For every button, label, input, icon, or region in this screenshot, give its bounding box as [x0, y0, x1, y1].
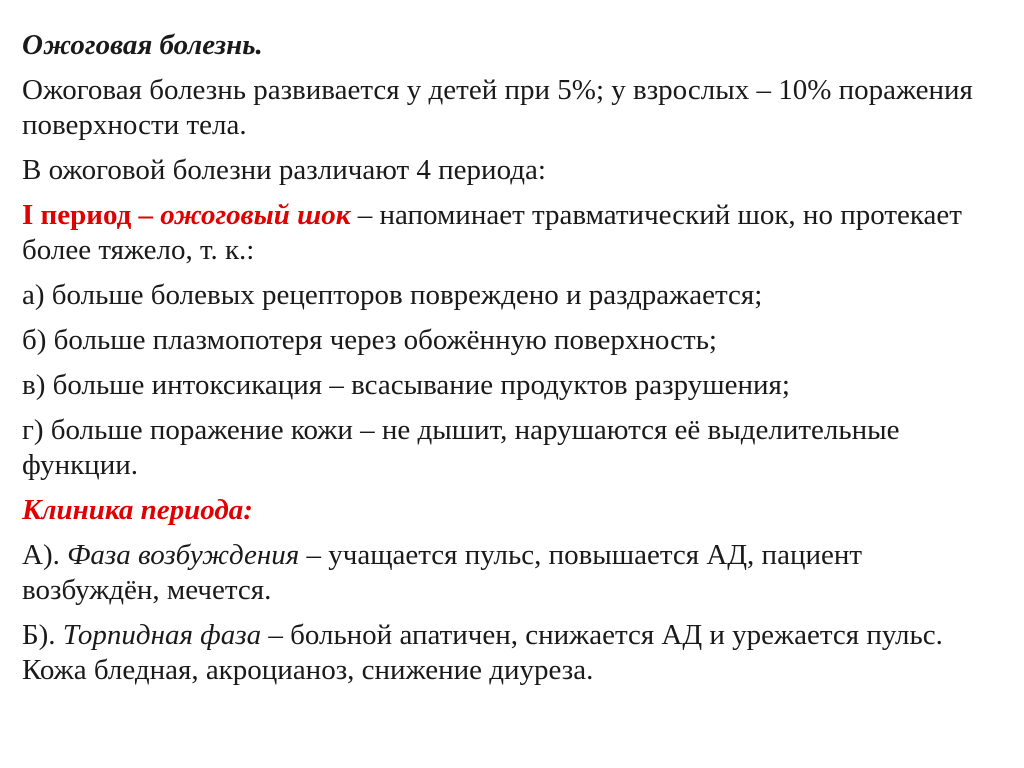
reason-item-b: б) больше плазмопотеря через обожённую поверхность;: [22, 324, 717, 356]
period-one-description: – напоминает травматический шок, но протекает более тяжело, т. к.:: [22, 199, 962, 266]
reason-item-c: в) больше интоксикация – всасывание продуктов разрушения;: [22, 369, 790, 401]
clinic-heading: Клиника периода:: [22, 494, 253, 526]
reason-item-a: а) больше болевых рецепторов повреждено и раздражается;: [22, 279, 763, 311]
intro-paragraph: Ожоговая болезнь развивается у детей при 5%; у взрослых – 10% поражения поверхности тела.: [22, 74, 973, 141]
phase-b-term: Торпидная фаза: [62, 619, 262, 651]
phase-b-paragraph: [22, 618, 997, 688]
phase-a-description: – учащается пульс, повышается АД, пациент возбуждён, мечется.: [22, 539, 863, 606]
slide-content: [22, 28, 997, 698]
period-one-term: ожоговый шок: [160, 199, 351, 231]
phase-b-description: – больной апатичен, снижается АД и урежается пульс. Кожа бледная, акроцианоз, снижение диуреза.: [22, 619, 943, 686]
reason-item-d: г) больше поражение кожи – не дышит, нарушаются её выделительные функции.: [22, 414, 900, 481]
phase-b-prefix: Б).: [22, 619, 63, 651]
phase-a-paragraph: [22, 538, 997, 608]
periods-count-paragraph: В ожоговой болезни различают 4 периода:: [22, 154, 546, 186]
slide-heading: Ожоговая болезнь.: [22, 29, 263, 61]
period-one-label: I период –: [22, 199, 161, 231]
period-one-paragraph: [22, 198, 997, 268]
phase-a-prefix: А).: [22, 539, 68, 571]
phase-a-term: Фаза возбуждения: [67, 539, 300, 571]
